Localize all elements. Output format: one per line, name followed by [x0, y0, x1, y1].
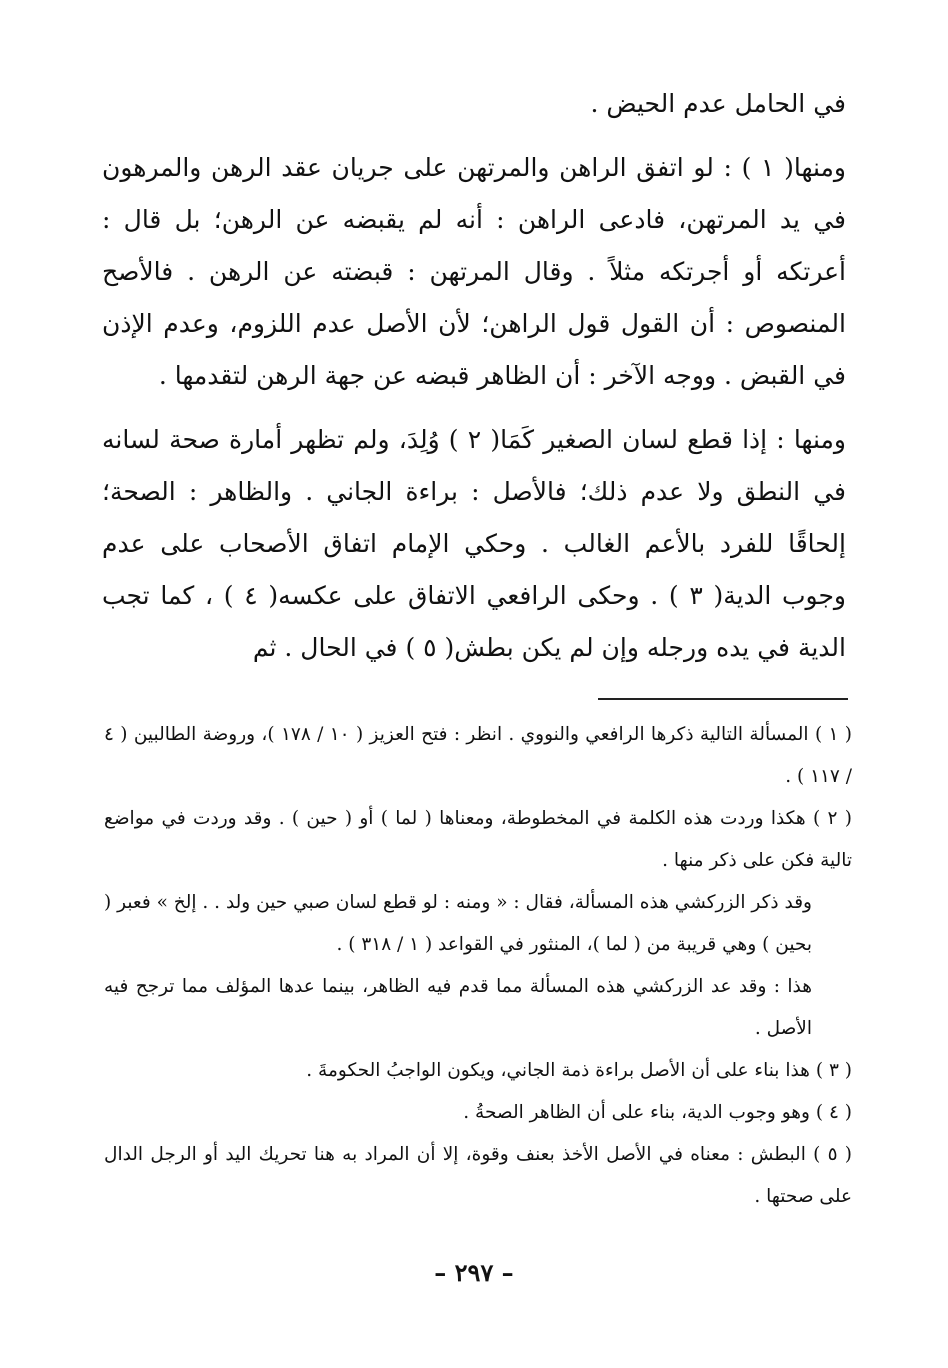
paragraph-pledge-issue: ومنها( ١ ) : لو اتفق الراهن والمرتهن على جريان عقد الرهن والمرهون في يد المرتهن، فادعى الراهن : أنه لم يقبضه عن الرهن؛ بل قال : أعرتكه أو أجرتكه مثلاً . وقال المرتهن : قبضته عن الرهن . فالأصح المنصوص : أن القول قول الراهن؛ لأن الأصل عدم اللزوم، وعدم الإذن في القبض . ووجه الآخر : أن الظاهر قبضه عن جهة الرهن لتقدمها .	[102, 153, 846, 390]
footnote-2	[104, 798, 852, 882]
footnote-2-text: هكذا وردت هذه الكلمة في المخطوطة، ومعناها ( لما ) أو ( حين ) . وقد وردت في مواضع تالية فكن على ذكر منها .	[104, 808, 852, 871]
footnote-5-text: البطش : معناه في الأصل الأخذ بعنف وقوة، إلا أن المراد به هنا تحريك اليد أو الرجل الدال على صحتها .	[104, 1144, 852, 1207]
footnote-separator	[598, 698, 848, 700]
footnote-4-text: وهو وجوب الدية، بناء على أن الظاهر الصحةُ .	[463, 1102, 810, 1123]
footnotes	[104, 714, 852, 1218]
footnote-2-number: ( ٢ )	[812, 808, 852, 829]
paragraph-continuation: في الحامل عدم الحيض .	[590, 89, 846, 118]
footnote-5	[104, 1134, 852, 1218]
footnote-3-text: هذا بناء على أن الأصل براءة ذمة الجاني، ويكون الواجبُ الحكومةَ .	[306, 1060, 810, 1081]
footnote-4-number: ( ٤ )	[815, 1102, 852, 1123]
footnote-3-number: ( ٣ )	[815, 1060, 852, 1081]
footnote-2-continuation-1: وقد ذكر الزركشي هذه المسألة، فقال : « ومنه : لو قطع لسان صبي حين ولد . . إلخ » فعبر ( بحين ) وهي قريبة من ( لما )، المنثور في القواعد ( ١ / ٣١٨ ) .	[104, 892, 812, 955]
paragraph-tongue-issue: ومنها : إذا قطع لسان الصغير كَمَا( ٢ ) وُلِدَ، ولم تظهر أمارة صحة لسانه في النطق ولا عدم ذلك؛ فالأصل : براءة الجاني . والظاهر : الصحة؛ إلحاقًا للفرد بالأعم الغالب . وحكي الإمام اتفاق الأصحاب على عدم وجوب الدية( ٣ ) . وحكى الرافعي الاتفاق على عكسه( ٤ ) ، كما تجب الدية في يده ورجله وإن لم يكن بطش( ٥ ) في الحال . ثم	[102, 425, 847, 662]
footnote-1-text: المسألة التالية ذكرها الرافعي والنووي . انظر : فتح العزيز ( ١٠ / ١٧٨ )، وروضة الطالبين ( ٤ / ١١٧ ) .	[104, 724, 852, 787]
footnote-3	[104, 1050, 852, 1092]
footnote-5-number: ( ٥ )	[813, 1144, 852, 1165]
footnote-4	[104, 1092, 852, 1134]
footnote-1-number: ( ١ )	[814, 724, 852, 745]
main-text	[102, 78, 846, 674]
footnote-1	[104, 714, 852, 798]
footnote-2-continuation-2: هذا : وقد عد الزركشي هذه المسألة مما قدم فيه الظاهر، بينما عدها المؤلف مما ترجح فيه الأصل .	[104, 976, 812, 1039]
page-number: – ٢٩٧ –	[434, 1258, 514, 1287]
